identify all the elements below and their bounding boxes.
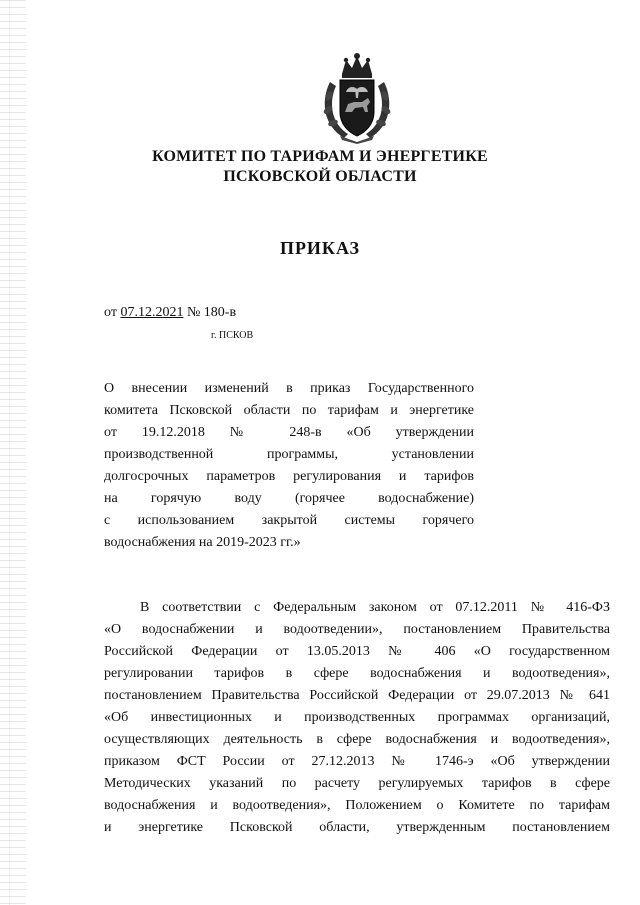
body-line: Методических указаний по расчету регулируемых тарифов в сфере — [104, 776, 610, 791]
body-line: регулировании тарифов в сфере водоснабжения и водоотведения», — [104, 666, 610, 681]
body-line: водоснабжения и водоотведения», Положением о Комитете по тарифам — [104, 798, 610, 813]
subject-line: водоснабжения на 2019-2023 гг.» — [104, 535, 301, 550]
subject-line: от 19.12.2018 № 248-в «Об утверждении — [104, 425, 474, 440]
subject-line: долгосрочных параметров регулирования и тарифов — [104, 469, 474, 484]
order-subject — [104, 378, 474, 554]
order-number: № 180-в — [186, 305, 237, 320]
order-date-number — [104, 305, 236, 321]
order-city: г. ПСКОВ — [211, 330, 254, 341]
subject-line: О внесении изменений в приказ Государственного — [104, 381, 474, 396]
document-title: ПРИКАЗ — [279, 238, 361, 258]
body-line: приказом ФСТ России от 27.12.2013 № 1746-э «Об утверждении — [104, 754, 610, 769]
body-line: «О водоснабжении и водоотведении», постановлением Правительства — [104, 622, 610, 637]
body-line: «Об инвестиционных и производственных программах организаций, — [104, 710, 610, 725]
body-line: осуществляющих деятельность в сфере водоснабжения и водоотведения», — [104, 732, 610, 747]
subject-line: на горячую воду (горячее водоснабжение) — [104, 491, 474, 506]
body-line: постановлением Правительства Российской Федерации от 29.07.2013 № 641 — [104, 688, 610, 703]
subject-line: с использованием закрытой системы горячего — [104, 513, 474, 528]
subject-line: производственной программы, установлении — [104, 447, 474, 462]
organization-name-line2: ПСКОВСКОЙ ОБЛАСТИ — [223, 168, 417, 185]
body-line: и энергетике Псковской области, утвержденным постановлением — [104, 820, 610, 835]
from-label: от — [104, 305, 117, 320]
order-date: 07.12.2021 — [120, 305, 184, 320]
body-line: В соответствии с Федеральным законом от 07.12.2011 № 416-ФЗ — [140, 600, 610, 615]
organization-name-line1: КОМИТЕТ ПО ТАРИФАМ И ЭНЕРГЕТИКЕ — [152, 148, 488, 165]
coat-of-arms-icon — [318, 52, 396, 144]
body-line: Российской Федерации от 13.05.2013 № 406 «О государственном — [104, 644, 610, 659]
subject-line: комитета Псковской области по тарифам и энергетике — [104, 403, 474, 418]
order-body-paragraph — [104, 597, 610, 839]
scan-edge-artifact — [0, 0, 26, 905]
